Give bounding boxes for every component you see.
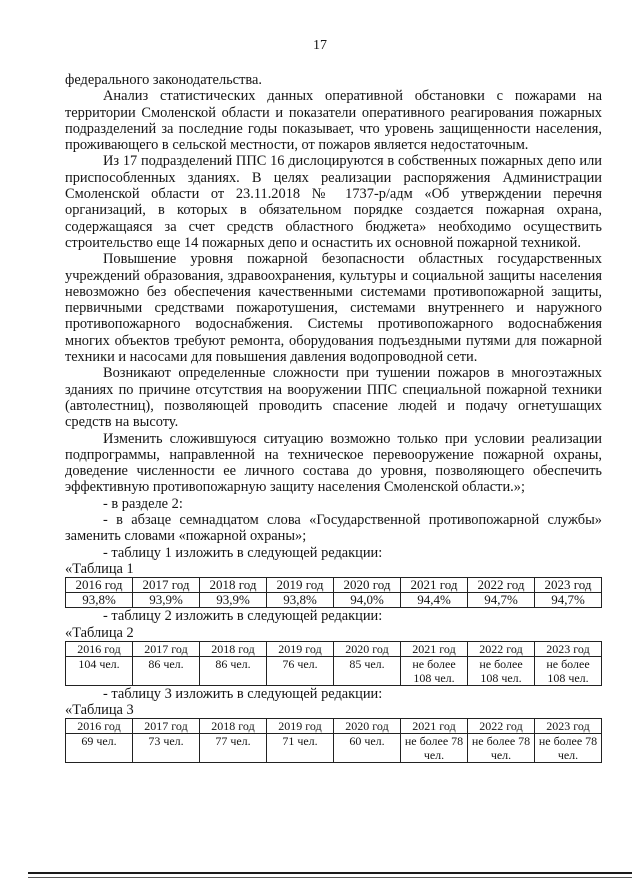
table-header-row — [66, 641, 602, 656]
paragraph: федерального законодательства. — [65, 72, 262, 88]
paragraph: - таблицу 3 изложить в следующей редакции: — [103, 685, 383, 702]
table-header-cell: 2017 год — [133, 719, 200, 734]
table-cell: 86 чел. — [200, 656, 267, 685]
paragraph: Анализ статистических данных оперативной обстановки с пожарами на территории Смоленской области и показатели оперативного реагирования пожарных подразделений за последние годы показывает, что уровень защищенности населения, проживающего в сельской местности, от пожаров является недостаточным. — [65, 88, 602, 154]
table-cell: не более 108 чел. — [468, 656, 535, 685]
table-header-cell: 2020 год — [334, 578, 401, 593]
table-2-caption: «Таблица 2 — [65, 624, 134, 641]
footer-rule — [28, 872, 632, 874]
table-cell: 69 чел. — [66, 734, 133, 763]
table-cell: 93,8% — [267, 593, 334, 608]
table-header-cell: 2016 год — [66, 578, 133, 593]
table-header-cell: 2023 год — [535, 719, 602, 734]
paragraph: Повышение уровня пожарной безопасности областных государственных учреждений образования, здравоохранения, культуры и социальной защиты населения невозможно без обеспечения качественными системами противопожарной защиты, первичными средствами пожаротушения, системами внутреннего и наружного противопожарного водоснабжения. Системы противопожарного водоснабжения многих объектов требуют ремонта, оборудования подъездными путями для пожарной техники и насосами для повышения давления водопроводной сети. — [65, 251, 602, 366]
document-body — [65, 72, 602, 763]
table-header-cell: 2023 год — [535, 641, 602, 656]
table-header-cell: 2021 год — [401, 719, 468, 734]
table-row — [66, 656, 602, 685]
table-header-cell: 2022 год — [468, 578, 535, 593]
table-cell: не более 78 чел. — [468, 734, 535, 763]
table-header-cell: 2018 год — [200, 719, 267, 734]
table-2 — [65, 641, 602, 686]
table-cell: 93,9% — [200, 593, 267, 608]
table-header-cell: 2020 год — [334, 641, 401, 656]
table-row — [66, 734, 602, 763]
table-cell: не более 108 чел. — [535, 656, 602, 685]
table-header-cell: 2017 год — [133, 578, 200, 593]
table-cell: 94,4% — [401, 593, 468, 608]
table-header-cell: 2016 год — [66, 719, 133, 734]
table-cell: 104 чел. — [66, 656, 133, 685]
table-3-caption: «Таблица 3 — [65, 702, 134, 719]
table-cell: 86 чел. — [133, 656, 200, 685]
paragraph: - таблицу 2 изложить в следующей редакции: — [103, 608, 383, 625]
table-header-cell: 2022 год — [468, 641, 535, 656]
table-cell: 94,0% — [334, 593, 401, 608]
table-cell: 94,7% — [535, 593, 602, 608]
table-header-row — [66, 719, 602, 734]
table-header-cell: 2023 год — [535, 578, 602, 593]
paragraph: Изменить сложившуюся ситуацию возможно только при условии реализации подпрограммы, направленной на техническое перевооружение пожарной охраны, доведение численности ее личного состава до уровня, позволяющего обеспечить эффективную противопожарную защиту населения Смоленской области.»; — [65, 430, 602, 496]
table-header-cell: 2020 год — [334, 719, 401, 734]
footer-rule-thin — [28, 877, 632, 878]
table-3 — [65, 718, 602, 763]
paragraph: - таблицу 1 изложить в следующей редакции: — [103, 544, 383, 561]
table-header-cell: 2016 год — [66, 641, 133, 656]
paragraph: - в разделе 2: — [103, 495, 183, 512]
table-cell: 77 чел. — [200, 734, 267, 763]
table-header-cell: 2019 год — [267, 719, 334, 734]
table-cell: 93,8% — [66, 593, 133, 608]
table-1-caption: «Таблица 1 — [65, 560, 134, 577]
table-header-cell: 2019 год — [267, 578, 334, 593]
paragraph: - в абзаце семнадцатом слова «Государственной противопожарной службы» заменить словами «пожарной охраны»; — [65, 512, 602, 545]
table-header-row — [66, 578, 602, 593]
table-row — [66, 593, 602, 608]
table-1 — [65, 577, 602, 608]
table-cell: 94,7% — [468, 593, 535, 608]
page-number: 17 — [313, 38, 327, 53]
table-header-cell: 2019 год — [267, 641, 334, 656]
table-cell: 71 чел. — [267, 734, 334, 763]
table-header-cell: 2018 год — [200, 578, 267, 593]
table-header-cell: 2022 год — [468, 719, 535, 734]
table-cell: не более 78 чел. — [401, 734, 468, 763]
paragraph: Из 17 подразделений ППС 16 дислоцируются в собственных пожарных депо или приспособленных зданиях. В целях реализации распоряжения Администрации Смоленской области от 23.11.2018 № 1737-р/адм «Об утверждении перечня организаций, в которых в обязательном порядке создается пожарная охрана, содержащаяся за счет средств областного бюджета» необходимо осуществить строительство еще 14 пожарных депо и оснастить их основной пожарной техникой. — [65, 153, 602, 251]
paragraph: Возникают определенные сложности при тушении пожаров в многоэтажных зданиях по причине отсутствия на вооружении ППС специальной пожарной техники (автолестниц), позволяющей проводить спасение людей и подачу огнетушащих средств на высоту. — [65, 365, 602, 431]
table-cell: не более 78 чел. — [535, 734, 602, 763]
table-header-cell: 2017 год — [133, 641, 200, 656]
table-header-cell: 2021 год — [401, 641, 468, 656]
table-cell: 76 чел. — [267, 656, 334, 685]
table-cell: 93,9% — [133, 593, 200, 608]
table-cell: 85 чел. — [334, 656, 401, 685]
table-cell: 60 чел. — [334, 734, 401, 763]
table-cell: 73 чел. — [133, 734, 200, 763]
table-header-cell: 2021 год — [401, 578, 468, 593]
table-header-cell: 2018 год — [200, 641, 267, 656]
table-cell: не более 108 чел. — [401, 656, 468, 685]
